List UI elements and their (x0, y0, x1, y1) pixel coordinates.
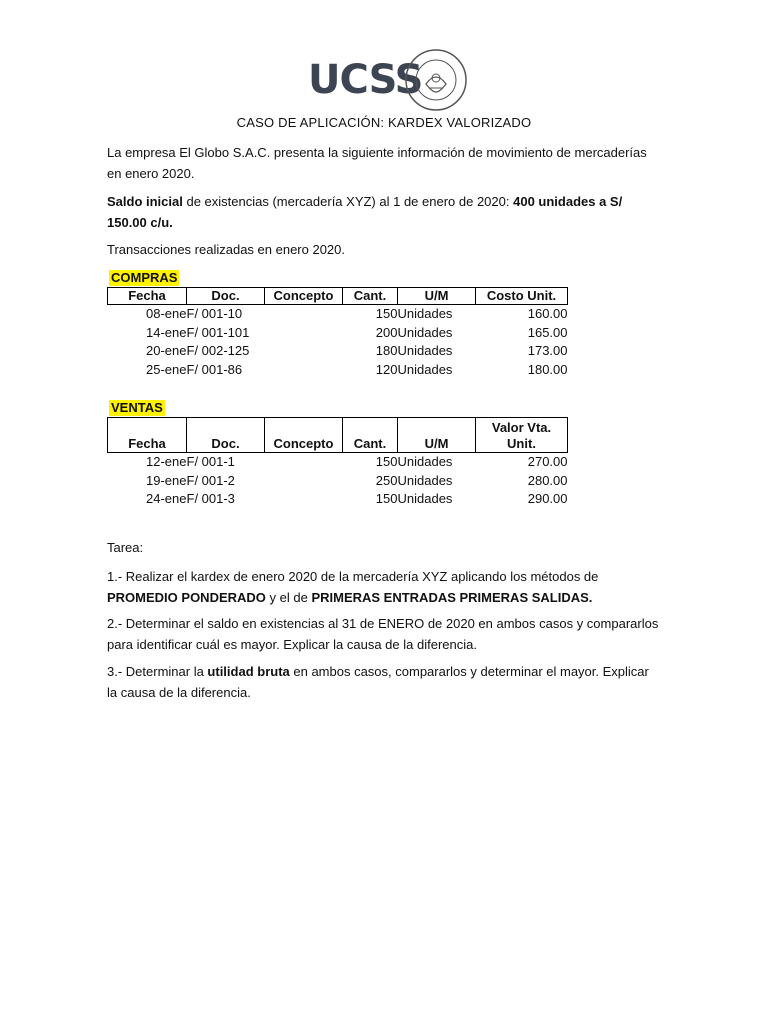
cell-concepto (265, 305, 343, 324)
cell-concepto (265, 472, 343, 491)
cell-costo: 173.00 (527, 343, 568, 359)
task-3-text-b: en ambos casos, compararlos y determinar el mayor. Explicar la causa de la diferencia. (107, 664, 649, 700)
cell-um: Unidades (397, 306, 453, 322)
cell-fecha: 19-ene (146, 472, 187, 488)
col-costo-unit: Costo Unit. (476, 288, 568, 305)
cell-valor: 280.00 (527, 472, 568, 488)
task-1-method-1: PROMEDIO PONDERADO (107, 590, 266, 605)
cell-um: Unidades (397, 454, 453, 470)
cell-concepto (265, 342, 343, 361)
intro-paragraph-1 (107, 142, 662, 184)
cell-fecha: 25-ene (146, 362, 187, 378)
valor-vta-line2: Unit. (507, 436, 536, 451)
table-row (108, 361, 568, 380)
ventas-header-row (108, 418, 568, 453)
table-row (108, 342, 568, 361)
col-doc: Doc. (187, 418, 265, 453)
cell-concepto (265, 324, 343, 343)
cell-valor: 270.00 (527, 454, 568, 470)
cell-doc: F/ 001-86 (186, 362, 243, 378)
table-row (108, 324, 568, 343)
col-concepto: Concepto (265, 418, 343, 453)
compras-table (107, 287, 568, 379)
cell-doc: F/ 001-10 (186, 306, 243, 322)
cell-costo: 180.00 (527, 362, 568, 378)
cell-fecha: 08-ene (146, 306, 187, 322)
cell-um: Unidades (397, 362, 453, 378)
intro-text-1: La empresa El Globo S.A.C. presenta la siguiente información de movimiento de mercaderías en enero 2020. (107, 145, 647, 181)
col-concepto: Concepto (265, 288, 343, 305)
task-2: 2.- Determinar el saldo en existencias al 31 de ENERO de 2020 en ambos casos y compararlos para identificar cuál es mayor. Explicar la causa de la diferencia. (107, 616, 659, 652)
cell-doc: F/ 002-125 (186, 343, 250, 359)
document-title: CASO DE APLICACIÓN: KARDEX VALORIZADO (236, 115, 532, 130)
cell-doc: F/ 001-101 (186, 324, 250, 340)
intro-paragraph-3: Transacciones realizadas en enero 2020. (107, 242, 345, 257)
cell-fecha: 14-ene (146, 324, 187, 340)
cell-um: Unidades (397, 491, 453, 507)
ventas-table (107, 417, 568, 509)
cell-cant: 250 (375, 472, 398, 488)
cell-concepto (265, 490, 343, 509)
tarea-heading: Tarea: (107, 540, 144, 555)
table-row (108, 453, 568, 472)
cell-cant: 200 (375, 324, 398, 340)
cell-cant: 120 (375, 362, 398, 378)
initial-balance-value: 400 unidades a S/ 150.00 c/u. (107, 194, 623, 230)
col-cant: Cant. (343, 418, 398, 453)
cell-um: Unidades (397, 472, 453, 488)
compras-label: COMPRAS (111, 270, 178, 285)
ucss-logo (308, 48, 468, 112)
cell-concepto (265, 453, 343, 472)
cell-valor: 290.00 (527, 491, 568, 507)
table-row (108, 305, 568, 324)
cell-um: Unidades (397, 324, 453, 340)
col-um: U/M (398, 418, 476, 453)
task-1-method-2: PRIMERAS ENTRADAS PRIMERAS SALIDAS. (311, 590, 593, 605)
task-3-gross-profit: utilidad bruta (207, 664, 290, 679)
cell-costo: 160.00 (527, 306, 568, 322)
cell-doc: F/ 001-2 (186, 472, 235, 488)
cell-cant: 150 (375, 306, 398, 322)
task-3-text-a: 3.- Determinar la (107, 664, 208, 679)
task-1-connector: y el de (265, 590, 312, 605)
cell-um: Unidades (397, 343, 453, 359)
col-doc: Doc. (187, 288, 265, 305)
cell-fecha: 20-ene (146, 343, 187, 359)
task-1-text: 1.- Realizar el kardex de enero 2020 de la mercadería XYZ aplicando los métodos de (107, 569, 599, 584)
initial-balance-text: de existencias (mercadería XYZ) al 1 de enero de 2020: (182, 194, 514, 209)
col-um: U/M (398, 288, 476, 305)
cell-fecha: 24-ene (146, 491, 187, 507)
ventas-label: VENTAS (111, 400, 163, 415)
cell-fecha: 12-ene (146, 454, 187, 470)
cell-cant: 150 (375, 454, 398, 470)
col-fecha: Fecha (108, 418, 187, 453)
cell-cant: 150 (375, 491, 398, 507)
compras-header-row (108, 288, 568, 305)
col-cant: Cant. (343, 288, 398, 305)
university-seal-icon (404, 48, 468, 112)
table-row (108, 490, 568, 509)
valor-vta-line1: Valor Vta. (491, 420, 552, 435)
initial-balance-label: Saldo inicial (107, 194, 183, 209)
logo-wordmark: UCSS (308, 57, 423, 103)
task-1 (107, 566, 662, 608)
cell-costo: 165.00 (527, 324, 568, 340)
col-valor-vta-unit (476, 418, 568, 453)
task-3 (107, 661, 662, 703)
cell-doc: F/ 001-1 (186, 454, 235, 470)
cell-cant: 180 (375, 343, 398, 359)
cell-concepto (265, 361, 343, 380)
intro-paragraph-2 (107, 191, 662, 233)
col-fecha: Fecha (108, 288, 187, 305)
table-row (108, 472, 568, 491)
cell-doc: F/ 001-3 (186, 491, 235, 507)
